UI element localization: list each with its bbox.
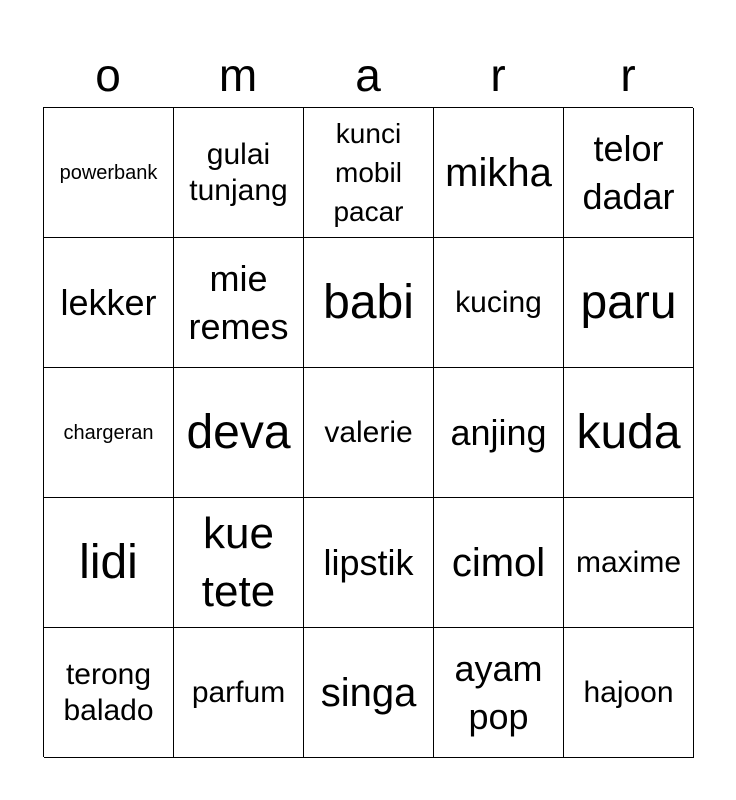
bingo-cell[interactable] — [434, 368, 564, 498]
bingo-cell[interactable] — [44, 498, 174, 628]
cell-text: deva — [186, 405, 291, 459]
cell-text: valerie — [324, 415, 413, 449]
bingo-cell[interactable] — [564, 108, 694, 238]
bingo-cell[interactable] — [174, 108, 304, 238]
bingo-cell[interactable] — [44, 108, 174, 238]
cell-text: telor dadar — [582, 127, 675, 217]
bingo-cell[interactable] — [564, 368, 694, 498]
cell-text: powerbank — [59, 161, 158, 184]
bingo-cell[interactable] — [434, 238, 564, 368]
cell-text: paru — [580, 275, 677, 329]
bingo-cell[interactable] — [174, 498, 304, 628]
cell-text: kucing — [455, 285, 542, 319]
cell-text: chargeran — [63, 421, 154, 444]
bingo-cell[interactable] — [564, 498, 694, 628]
header-letter-r1: r — [490, 49, 506, 101]
cell-text: kunci mobil pacar — [333, 118, 404, 227]
cell-text: lidi — [79, 535, 138, 589]
cell-text: hajoon — [583, 675, 674, 709]
bingo-grid — [43, 107, 693, 757]
bingo-cell[interactable] — [304, 498, 434, 628]
cell-text: cimol — [451, 540, 546, 585]
header-letter-r2: r — [620, 49, 636, 101]
cell-text: mikha — [445, 150, 552, 195]
bingo-cell[interactable] — [434, 628, 564, 758]
bingo-cell[interactable] — [44, 628, 174, 758]
bingo-cell[interactable] — [174, 368, 304, 498]
bingo-cell[interactable] — [174, 628, 304, 758]
bingo-cell[interactable] — [564, 238, 694, 368]
cell-text: ayam pop — [454, 647, 543, 737]
cell-text: parfum — [191, 675, 286, 709]
bingo-cell[interactable] — [174, 238, 304, 368]
bingo-cell[interactable] — [564, 628, 694, 758]
cell-text: singa — [320, 670, 417, 715]
bingo-cell[interactable] — [304, 108, 434, 238]
bingo-cell[interactable] — [44, 238, 174, 368]
bingo-cell[interactable] — [304, 628, 434, 758]
bingo-cell[interactable] — [304, 368, 434, 498]
bingo-cell[interactable] — [44, 368, 174, 498]
cell-text: lekker — [60, 281, 157, 323]
cell-text: mie remes — [188, 257, 289, 347]
bingo-cell[interactable] — [304, 238, 434, 368]
cell-text: kue tete — [201, 508, 276, 616]
bingo-header — [43, 44, 693, 106]
header-letter-o: o — [95, 49, 121, 101]
cell-text: anjing — [450, 411, 547, 453]
cell-text: maxime — [575, 545, 681, 579]
cell-text: gulai tunjang — [189, 137, 288, 207]
cell-text: terong balado — [63, 657, 154, 727]
cell-text: babi — [323, 275, 414, 329]
header-letter-a: a — [355, 49, 381, 101]
cell-text: lipstik — [323, 541, 414, 583]
cell-text: kuda — [576, 405, 681, 459]
bingo-cell[interactable] — [434, 108, 564, 238]
header-letter-m: m — [218, 49, 258, 101]
bingo-cell[interactable] — [434, 498, 564, 628]
